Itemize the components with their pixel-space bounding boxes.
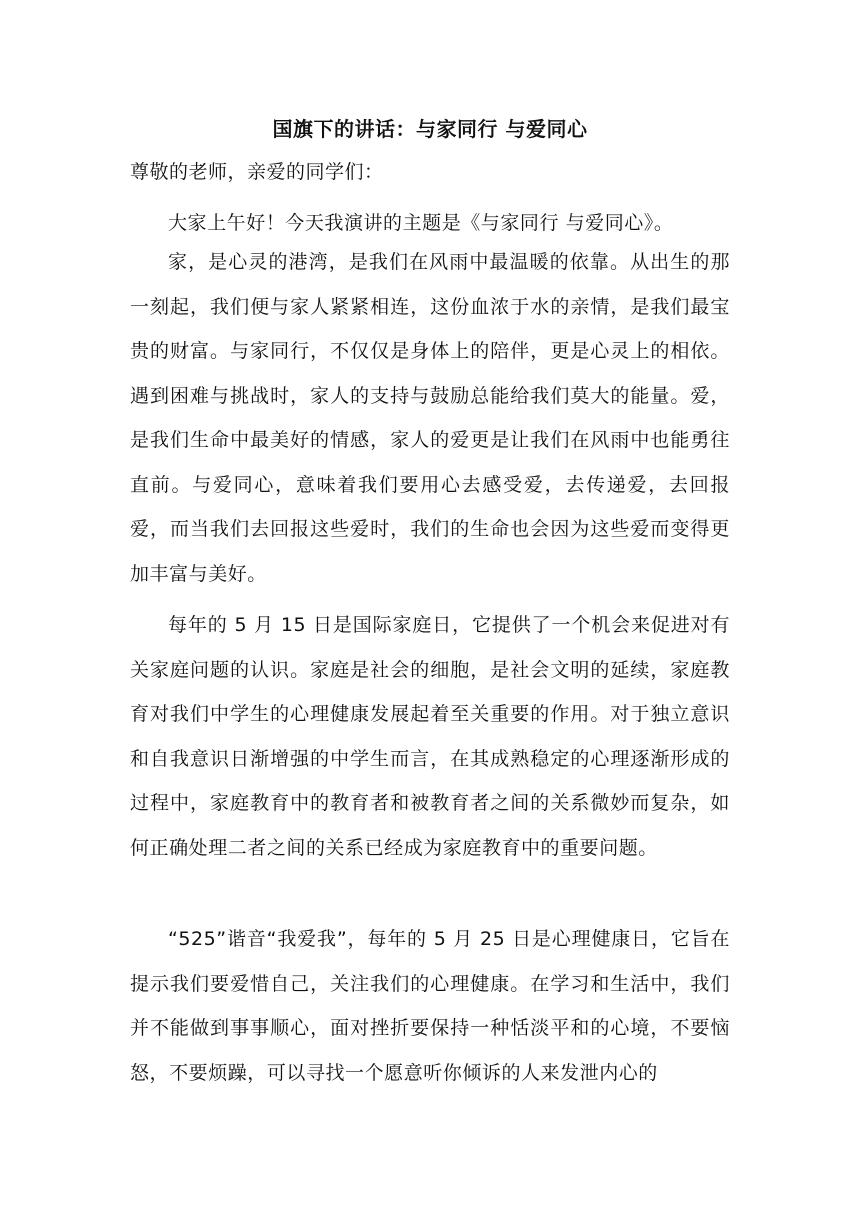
paragraph-family-day: 每年的 5 月 15 日是国际家庭日，它提供了一个机会来促进对有关家庭问题的认识。家庭是社会的细胞，是社会文明的延续，家庭教育对我们中学生的心理健康发展起着至关重要的作用。对于独立意识和自我意识日渐增强的中学生而言，在其成熟稳定的心理逐渐形成的过程中，家庭教育中的教育者和被教育者之间的关系微妙而复杂，如何正确处理二者之间的关系已经成为家庭教育中的重要问题。 bbox=[130, 614, 730, 859]
paragraph-family: 家，是心灵的港湾，是我们在风雨中最温暖的依靠。从出生的那一刻起，我们便与家人紧紧相连，这份血浓于水的亲情，是我们最宝贵的财富。与家同行，不仅仅是身体上的陪伴，更是心灵上的相依。遇到困难与挑战时，家人的支持与鼓励总能给我们莫大的能量。爱，是我们生命中最美好的情感，家人的爱更是让我们在风雨中也能勇往直前。与爱同心，意味着我们要用心去感受爱，去传递爱，去回报爱，而当我们去回报这些爱时，我们的生命也会因为这些爱而变得更加丰富与美好。 bbox=[130, 251, 730, 585]
greeting-line: 尊敬的老师，亲爱的同学们： bbox=[130, 161, 384, 183]
paragraph-opening: 大家上午好！今天我演讲的主题是《与家同行 与爱同心》。 bbox=[168, 212, 674, 234]
document-title: 国旗下的讲话：与家同行 与爱同心 bbox=[272, 117, 588, 141]
paragraph-mental-health-day: “525”谐音“我爱我”，每年的 5 月 25 日是心理健康日，它旨在提示我们要爱惜自己，关注我们的心理健康。在学习和生活中，我们并不能做到事事顺心，面对挫折要保持一种恬淡平和的心境，不要恼怒，不要烦躁，可以寻找一个愿意听你倾诉的人来发泄内心的 bbox=[130, 928, 730, 1084]
